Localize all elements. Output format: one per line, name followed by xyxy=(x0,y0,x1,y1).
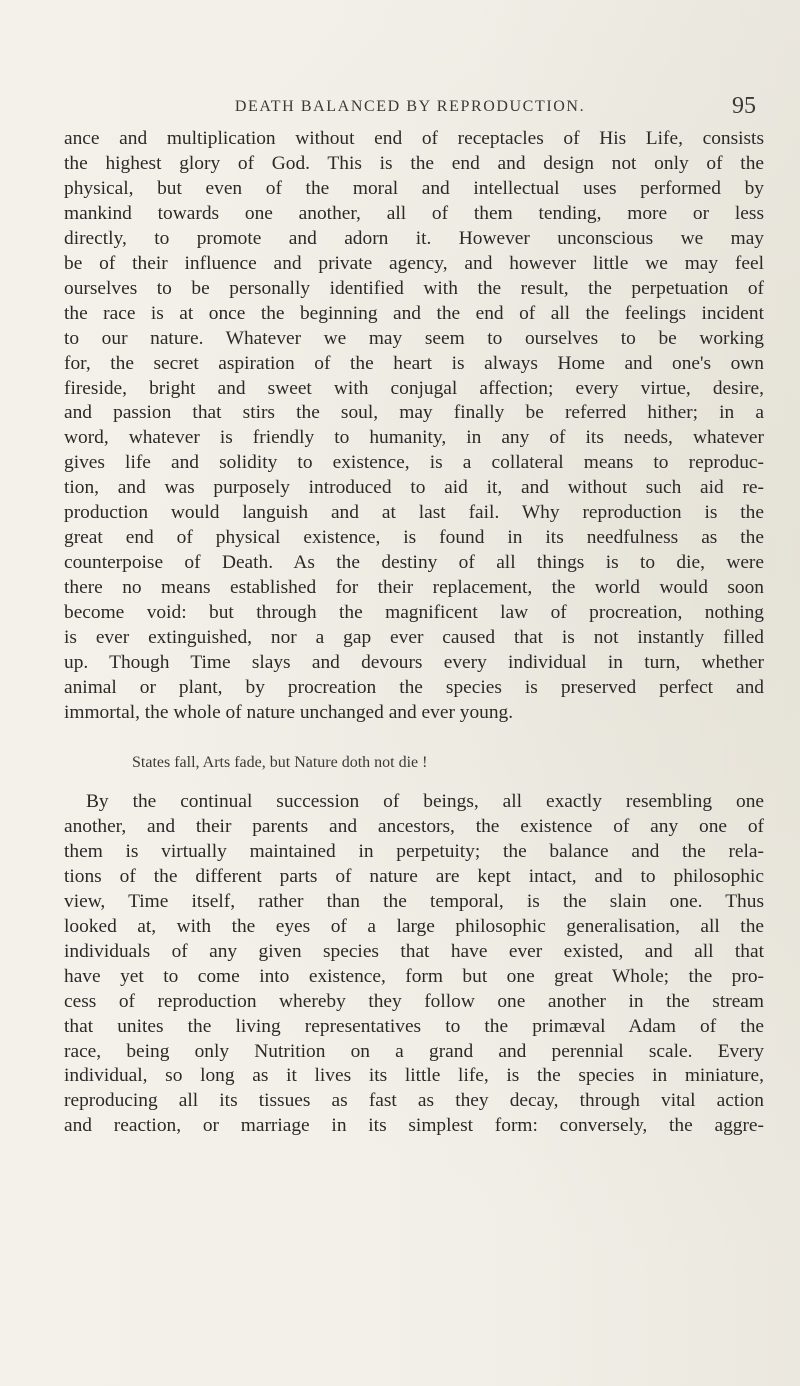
text-line: become void: but through the magnificent law of procreation, nothing xyxy=(64,602,764,624)
text-line: physical, but even of the moral and intellectual uses performed by xyxy=(64,177,764,199)
text-line: be of their influence and private agency, and however little we may feel xyxy=(64,252,764,274)
text-line: By the continual succession of beings, all exactly resembling one xyxy=(86,791,764,812)
text-line: the race is at once the beginning and the end of all the feelings incident xyxy=(64,302,764,324)
text-line: individual, so long as it lives its little life, is the species in miniature, xyxy=(64,1065,764,1087)
text-line: ourselves to be personally identified with the result, the perpetuation of xyxy=(64,277,764,299)
text-line: immortal, the whole of nature unchanged and ever young. xyxy=(64,701,514,723)
text-line: gives life and solidity to existence, is a collateral means to reproduc- xyxy=(64,452,764,474)
text-line: and passion that stirs the soul, may finally be referred hither; in a xyxy=(64,402,764,424)
text-line: cess of reproduction whereby they follow one another in the stream xyxy=(64,990,764,1012)
text-line: is ever extinguished, nor a gap ever caused that is not instantly filled xyxy=(64,627,764,649)
running-head xyxy=(60,93,760,126)
text-line: mankind towards one another, all of them tending, more or less xyxy=(64,202,764,224)
text-line: ance and multiplication without end of receptacles of His Life, consists xyxy=(64,128,764,149)
text-line: production would languish and at last fail. Why reproduction is the xyxy=(64,502,764,524)
text-line: for, the secret aspiration of the heart is always Home and one's own xyxy=(64,352,764,374)
verse-quote: States fall, Arts fade, but Nature doth not die ! xyxy=(132,754,428,771)
text-line: there no means established for their replacement, the world would soon xyxy=(64,577,764,599)
text-line: directly, to promote and adorn it. However unconscious we may xyxy=(64,227,764,249)
text-line: them is virtually maintained in perpetuity; the balance and the rela- xyxy=(64,840,764,862)
text-line: tion, and was purposely introduced to aid it, and without such aid re- xyxy=(64,477,764,499)
text-line: fireside, bright and sweet with conjugal affection; every virtue, desire, xyxy=(64,377,764,399)
text-line: the highest glory of God. This is the end and design not only of the xyxy=(64,152,764,174)
text-line: up. Though Time slays and devours every individual in turn, whether xyxy=(64,652,764,674)
text-line: that unites the living representatives to the primæval Adam of the xyxy=(64,1015,764,1037)
text-line: another, and their parents and ancestors, the existence of any one of xyxy=(64,815,764,837)
text-line: to our nature. Whatever we may seem to ourselves to be working xyxy=(64,327,764,349)
text-line: looked at, with the eyes of a large philosophic generalisation, all the xyxy=(64,915,764,937)
paragraph-1 xyxy=(64,127,764,726)
text-line: individuals of any given species that have ever existed, and all that xyxy=(64,940,764,962)
text-line: word, whatever is friendly to humanity, in any of its needs, whatever xyxy=(64,427,764,449)
text-line: animal or plant, by procreation the species is preserved perfect and xyxy=(64,676,764,698)
text-line: and reaction, or marriage in its simplest form: conversely, the aggre- xyxy=(64,1115,764,1137)
text-line: tions of the different parts of nature are kept intact, and to philosophic xyxy=(64,865,764,887)
text-line: have yet to come into existence, form but one great Whole; the pro- xyxy=(64,965,764,987)
text-line: view, Time itself, rather than the temporal, is the slain one. Thus xyxy=(64,890,764,912)
text-line: counterpoise of Death. As the destiny of all things is to die, were xyxy=(64,552,764,574)
text-line: great end of physical existence, is found in its needfulness as the xyxy=(64,527,764,549)
paragraph-2 xyxy=(64,790,764,1139)
text-line: race, being only Nutrition on a grand and perennial scale. Every xyxy=(64,1040,764,1062)
text-line: reproducing all its tissues as fast as they decay, through vital action xyxy=(64,1090,764,1112)
page-number: 95 xyxy=(732,93,756,119)
running-title: DEATH BALANCED BY REPRODUCTION. xyxy=(234,98,586,115)
